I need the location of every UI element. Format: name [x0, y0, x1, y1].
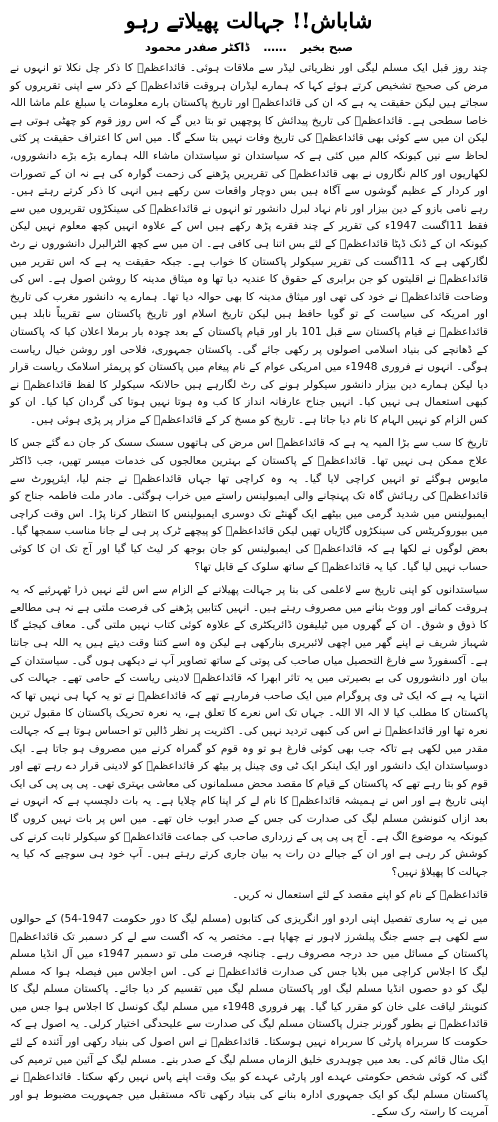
- author-name: ڈاکٹر صفدر محمود: [144, 40, 250, 54]
- paragraph-3: سیاستدانوں کو اپنی تاریخ سے لاعلمی کی بنا پر جہالت پھیلانے کے الزام سے اس لئے نہیں ذرا ٹھہرئیے کہ یہ ہروقت کمانے اور ووٹ بنانے میں مصروف رہتے ہیں۔ انہیں کتابیں پڑھنے کی فرصت ملتی ہے نہ ہی مطالعے کا ذوق و شوق۔ ان کے گھروں میں ٹیلیفون ڈائریکٹری کے علاوہ کوئی کتاب نہیں ملتی گی۔ معاف کیجئے گا شہباز شریف نے اپنے گھر میں اچھی لائبریری بنارکھی ہے لیکن وہ اسے کتنا وقت دیتے ہیں یہ اللہ ہی جانتا ہے۔ آکسفورڈ سے فارغ التحصیل میاں صاحب کی پوتی کے ساتھ تصاویر آپ نے دیکھی ہوں گی۔ سیاستدان کے بیان اور دانشوروں کی بے بصیرتی میں یہ تاثر ابھرا کہ قائداعظمؒ لادینی ریاست کے حامی تھے۔ جہالت کی انتہا یہ ہے کہ ایک ٹی وی پروگرام میں ایک صاحب فرمارہے تھے کہ قائداعظمؒ نے تو یہ کہا ہی نہیں تھا کہ پاکستان کا مطلب کیا لا الہ الا اللہ۔ جہاں تک اس نعرے کا تعلق ہے، یہ نعرہ تحریک پاکستان کا مقبول ترین نعرہ تھا اور قائداعظمؒ نے اس کی کبھی تردید نہیں کی۔ اکثریت پر نظر ڈالیں تو احساس ہوتا ہے کہ جہالت مقدر میں لکھی ہے تاکہ جب بھی کوئی فارغ ہو تو وہ قوم کو گمراہ کرنے میں مصروف ہو جاتا ہے۔ ایک دوسیاستدان ایک دانشور اور ایک اینکر ایک ٹی وی چینل پر بیٹھ کر قائداعظمؒ کو لادینی قرار دے رہے تھے اور قوم کو بتا رہے تھے کہ پاکستان کے قیام کا مقصد محض مسلمانوں کی معاشی بہتری تھی۔ پی پی پی کی ایک اپنی تاریخ ہے اور اس نے ہمیشہ قائداعظمؒ کا نام لے کر اپنا کام چلایا ہے۔ یہ بات دلچسپ ہے کہ انہوں نے بعد ازاں کنونشن مسلم لیگ کی صدارت کی جس کے صدر ایوب خان تھے۔ میں اس پر بات نہیں کروں گا کیونکہ یہ موضوع الگ ہے۔ آج پی پی پی کے زرداری صاحب کی جماعت قائداعظمؒ کو سیکولر ثابت کرنے کی کوشش کر رہی ہے اور ان کے جیالے دن رات یہ بیان جاری کرتے رہتے ہیں۔ آپ خود ہی سوچیے کہ کیا یہ جہالت کا پھیلاؤ نہیں؟: [10, 584, 488, 878]
- byline-separator: ……: [263, 40, 287, 54]
- article-body: [10, 60, 488, 1122]
- paragraph-4: قائداعظمؒ کے نام کو اپنے مقصد کے لئے استعمال نہ کریں۔: [232, 889, 488, 902]
- paragraph-5: میں نے یہ ساری تفصیل اپنی اردو اور انگریزی کی کتابوں (مسلم لیگ کا دور حکومت 1947-54) کے حوالوں سے لکھی ہے جسے جنگ پبلشرز لاہور نے چھاپا ہے۔ مختصر یہ کہ اگست سے لے کر دسمبر تک قائداعظمؒ پاکستان کے مسائل میں حد درجہ مصروف رہے۔ چنانچہ فرصت ملی تو دسمبر 1947ء میں آل انڈیا مسلم لیگ کا اجلاس کراچی میں بلایا جس کی صدارت قائداعظمؒ نے کی۔ اس اجلاس میں فیصلہ ہوا کہ مسلم لیگ کو دو حصوں انڈیا مسلم لیگ اور پاکستان مسلم لیگ میں تقسیم کر دیا جائے۔ پاکستان مسلم لیگ کا کنوینئر لیاقت علی خان کو مقرر کیا گیا۔ پھر فروری 1948ء میں مسلم لیگ کونسل کا اجلاس ہوا جس میں قائداعظمؒ نے بطور گورنر جنرل پاکستان مسلم لیگ کی صدارت سے علیحدگی اختیار کرلی۔ یہ اصول ہے کہ حکومت کا سربراہ پارٹی کا سربراہ نہیں ہوسکتا۔ قائداعظمؒ نے اس اصول کی بنیاد رکھی اور آئندہ کے لئے ایک مثال قائم کی۔ بعد میں چوہدری خلیق الزماں مسلم لیگ کے صدر بنے۔ مسلم لیگ کے آئین میں ترمیم کی گئی کہ کوئی شخص حکومتی عہدے اور پارٹی عہدے کو بیک وقت اپنے پاس نہیں رکھ سکتا۔ قائداعظمؒ نے پاکستان مسلم لیگ کو ایک جمہوری ادارہ بنانے کی بنیاد رکھی تاکہ مستقبل میں جمہوریت مضبوط ہو اور آمریت کا راستہ رک سکے۔: [10, 912, 489, 1119]
- byline: [10, 38, 488, 56]
- paragraph-1: چند روز قبل ایک مسلم لیگی اور نظریاتی لیڈر سے ملاقات ہوئی۔ قائداعظمؒ کا ذکر چل نکلا تو انہوں نے مرض کی صحیح تشخیص کرتے ہوئے کہا کہ ہمارے لیڈران ہروقت قائداعظمؒ کے ذکر سے اپنی تقریروں کو سجاتے ہیں لیکن حقیقت یہ ہے کہ ان کی قائداعظمؒ اور تاریخ پاکستان بارے معلومات یا سبلغ علم ماشا اللہ خاصا سطحی ہے۔ قائداعظمؒ کی تاریخ پیدائش کا پوچھیں تو بتا دیں گے کہ اس روز قوم کو چھٹی ہوتی ہے لیکن ان میں سے کوئی بھی قائداعظمؒ کی تاریخ وفات نہیں بتا سکے گا۔ میں اس کا اعتراف حقیقت پر کئی لحاظ سے نیں کیونکہ کالم میں کئی ہے کہ سیاستدان تو سیاستدان ماشاء اللہ ہمارے بڑے بڑے دانشوروں، لکھاریوں اور کالم نگاروں نے بھی قائداعظمؒ کی تقریریں پڑھنے کی زحمت گوارہ کی ہے نہ ان کے تصورات اور کردار کے عظیم گوشوں سے آگاہ ہیں بس دوچار واقعات سن رکھے ہیں انہی کا ذکر کرتے رہتے ہیں۔ رہے نامی بازو کے دین بیزار اور نام نہاد لبرل دانشور تو انہوں نے قائداعظمؒ کی سینکڑوں تقریروں میں سے فقط 11اگست 1947ء کی تقریر کے چند فقرے پڑھ رکھے ہیں اس کے علاوہ انہیں کچھ معلوم نہیں لیکن کیونکہ ان کے ڈنک ڈپٹا قائداعظمؒ کے لئے بس اتنا ہی کافی ہے۔ ان میں سے کچھ الٹرالبرل دانشوروں نے رٹ لگارکھی ہے کہ 11اگست کی تقریر سیکولر پاکستان کا خواب ہے۔ جبکہ حقیقت یہ ہے کہ اس تقریر میں قائداعظمؒ نے اقلیتوں کو جن برابری کے حقوق کا عندیہ دیا تھا وہ میثاق مدینہ کا روشن اصول ہے۔ اس کی وضاحت قائداعظمؒ نے خود کی تھی اور میثاق مدینہ کا بھی حوالہ دیا تھا۔ ہمارے یہ دانشور مغرب کی تاریخ اور امریکہ کی سیاست کے تو گویا حافظ ہیں لیکن تاریخ اسلام اور تاریخ پاکستان سے تقریباً نابلد ہیں قائداعظمؒ نے قیام پاکستان سے قبل 101 بار اور قیام پاکستان کے بعد چودہ بار برملا اعلان کیا کہ پاکستان کے ڈھانچے کی بنیاد اسلامی اصولوں پر رکھی جائے گی۔ پاکستان جمہوری، فلاحی اور روشن خیال ریاست ہوگی۔ انہوں نے فروری 1948ء میں امریکی عوام کے نام پیغام میں پاکستان کو پریمئر اسلامک ریاست قرار دیا لیکن ہمارے دین بیزار دانشور سیکولر ہونے کی رٹ لگارہے ہیں حالانکہ سیکولر کا لفظ قائداعظمؒ نے کبھی استعمال ہی نہیں کیا۔ انہیں جناح عارفانہ انداز کا کب وہ ہوتا نہیں ہوتا کی گردان کیا کیا۔ ان کو کس الزام کو نہیں الہام کا نام دیا جاتا ہے۔ تاریخ کو مسخ کر کے قائداعظمؒ کے مزار پر پڑی ہوئی ہیں۔: [10, 62, 489, 426]
- paragraph-2: تاریخ کا سب سے بڑا المیہ یہ ہے کہ قائداعظمؒ اس مرض کی ہاتھوں سسک سسک کر جان دے گئے جس کا علاج ممکن ہی نہیں تھا۔ قائداعظمؒ کے پاکستان کے بہترین معالجوں کی خدمات میسر تھیں، جب ڈاکٹر مایوس ہوگئے تو انہیں کراچی لایا گیا۔ یہ وہ کراچی تھا جہاں قائداعظمؒ نے جنم لیا، ایئرپورٹ سے قائداعظمؒ کی رہائش گاہ تک پہنچانے والی ایمبولینس راستے میں خراب ہوگئی۔ مادر ملت فاطمہ جناح کو ایمبولینس میں شدید گرمی میں بیٹھے ایک گھنٹے تک دوسری ایمبولینس کا انتظار کرنا پڑا۔ اس وقت کراچی میں بیوروکریٹس کی سینکڑوں گاڑیاں تھیں لیکن قائداعظمؒ کو پیچھے ٹرک پر ہی لے جانا مناسب سمجھا گیا۔ بعض لوگوں نے لکھا ہے کہ قائداعظمؒ کی ایمبولینس کو جان بوجھ کر لیٹ کیا گیا اور آج تک ان کا کوئی حساب نہیں لیا گیا۔ کیا یہ قائداعظمؒ کے ساتھ سلوک کے قابل تھا؟: [10, 437, 488, 573]
- column-name: صبح بخیر: [300, 40, 354, 54]
- article-headline: شاباش!! جہالت پھیلاتے رہو: [125, 8, 373, 33]
